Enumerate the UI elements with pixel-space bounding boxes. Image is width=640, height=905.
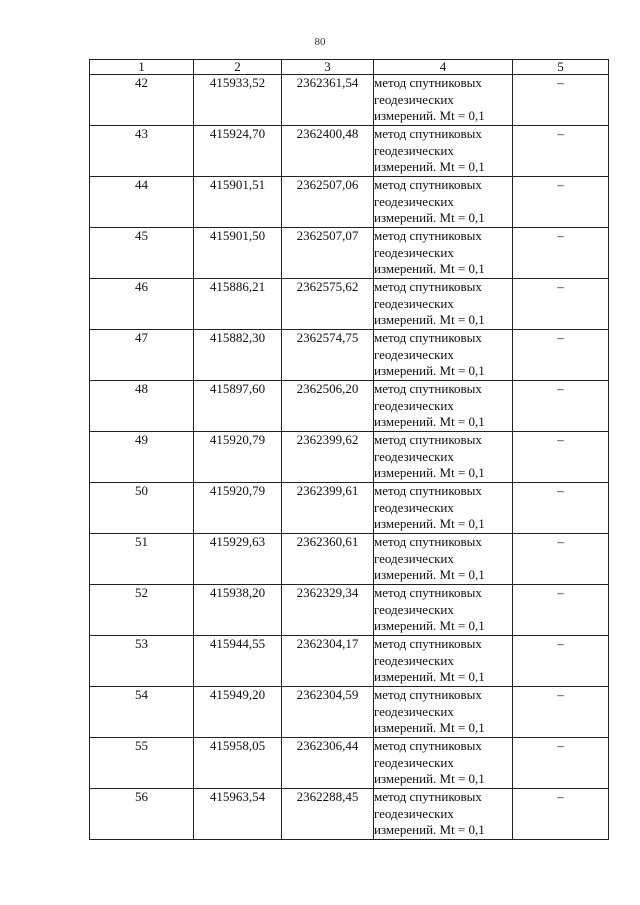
column-header-3: 3 <box>282 60 374 75</box>
y-coordinate-cell: 2362400,48 <box>282 126 374 177</box>
method-line: геодезических <box>374 652 454 668</box>
method-line: метод спутниковых <box>374 789 482 804</box>
method-cell <box>374 534 513 585</box>
x-coordinate-cell: 415929,63 <box>194 534 282 585</box>
method-line: метод спутниковых <box>374 483 482 498</box>
point-number-cell: 49 <box>90 432 194 483</box>
table-row <box>90 330 609 381</box>
table-row <box>90 177 609 228</box>
method-line: геодезических <box>374 397 454 413</box>
point-number-cell: 43 <box>90 126 194 177</box>
method-line: измерений. Mt = 0,1 <box>374 516 485 531</box>
x-coordinate-cell: 415958,05 <box>194 738 282 789</box>
method-cell <box>374 432 513 483</box>
method-cell <box>374 330 513 381</box>
table-row <box>90 636 609 687</box>
method-line: измерений. Mt = 0,1 <box>374 822 485 837</box>
point-number-cell: 46 <box>90 279 194 330</box>
column-header-4: 4 <box>374 60 513 75</box>
method-line: метод спутниковых <box>374 585 482 600</box>
y-coordinate-cell: 2362575,62 <box>282 279 374 330</box>
method-line: геодезических <box>374 244 454 260</box>
method-line: метод спутниковых <box>374 126 482 141</box>
x-coordinate-cell: 415920,79 <box>194 483 282 534</box>
coordinates-table <box>89 59 609 840</box>
x-coordinate-cell: 415944,55 <box>194 636 282 687</box>
column-header-2: 2 <box>194 60 282 75</box>
method-line: измерений. Mt = 0,1 <box>374 669 485 684</box>
table-row <box>90 534 609 585</box>
point-number-cell: 44 <box>90 177 194 228</box>
column-5-cell: – <box>513 432 609 483</box>
method-line: геодезических <box>374 91 454 107</box>
x-coordinate-cell: 415924,70 <box>194 126 282 177</box>
point-number-cell: 47 <box>90 330 194 381</box>
method-line: измерений. Mt = 0,1 <box>374 159 485 174</box>
method-cell <box>374 585 513 636</box>
method-line: геодезических <box>374 346 454 362</box>
method-line: метод спутниковых <box>374 738 482 753</box>
y-coordinate-cell: 2362304,59 <box>282 687 374 738</box>
method-cell <box>374 483 513 534</box>
method-line: геодезических <box>374 448 454 464</box>
method-line: метод спутниковых <box>374 228 482 243</box>
y-coordinate-cell: 2362306,44 <box>282 738 374 789</box>
method-line: метод спутниковых <box>374 279 482 294</box>
x-coordinate-cell: 415897,60 <box>194 381 282 432</box>
method-line: метод спутниковых <box>374 75 482 90</box>
x-coordinate-cell: 415963,54 <box>194 789 282 840</box>
column-5-cell: – <box>513 75 609 126</box>
y-coordinate-cell: 2362304,17 <box>282 636 374 687</box>
x-coordinate-cell: 415901,50 <box>194 228 282 279</box>
y-coordinate-cell: 2362399,62 <box>282 432 374 483</box>
column-5-cell: – <box>513 381 609 432</box>
method-line: геодезических <box>374 295 454 311</box>
x-coordinate-cell: 415938,20 <box>194 585 282 636</box>
x-coordinate-cell: 415901,51 <box>194 177 282 228</box>
method-line: метод спутниковых <box>374 381 482 396</box>
x-coordinate-cell: 415920,79 <box>194 432 282 483</box>
method-line: метод спутниковых <box>374 636 482 651</box>
point-number-cell: 56 <box>90 789 194 840</box>
point-number-cell: 52 <box>90 585 194 636</box>
method-cell <box>374 228 513 279</box>
column-5-cell: – <box>513 534 609 585</box>
column-5-cell: – <box>513 585 609 636</box>
table-header-row <box>90 60 609 75</box>
table-row <box>90 585 609 636</box>
column-header-1: 1 <box>90 60 194 75</box>
y-coordinate-cell: 2362329,34 <box>282 585 374 636</box>
column-5-cell: – <box>513 279 609 330</box>
x-coordinate-cell: 415949,20 <box>194 687 282 738</box>
column-header-5: 5 <box>513 60 609 75</box>
y-coordinate-cell: 2362360,61 <box>282 534 374 585</box>
method-line: метод спутниковых <box>374 432 482 447</box>
table-row <box>90 279 609 330</box>
point-number-cell: 42 <box>90 75 194 126</box>
method-line: метод спутниковых <box>374 534 482 549</box>
method-line: геодезических <box>374 193 454 209</box>
method-line: геодезических <box>374 805 454 821</box>
column-5-cell: – <box>513 177 609 228</box>
column-5-cell: – <box>513 687 609 738</box>
point-number-cell: 48 <box>90 381 194 432</box>
y-coordinate-cell: 2362506,20 <box>282 381 374 432</box>
method-line: измерений. Mt = 0,1 <box>374 210 485 225</box>
y-coordinate-cell: 2362361,54 <box>282 75 374 126</box>
method-line: измерений. Mt = 0,1 <box>374 567 485 582</box>
y-coordinate-cell: 2362507,06 <box>282 177 374 228</box>
method-cell <box>374 279 513 330</box>
method-line: измерений. Mt = 0,1 <box>374 771 485 786</box>
point-number-cell: 55 <box>90 738 194 789</box>
method-line: измерений. Mt = 0,1 <box>374 261 485 276</box>
method-cell <box>374 738 513 789</box>
method-line: измерений. Mt = 0,1 <box>374 720 485 735</box>
table-row <box>90 687 609 738</box>
column-5-cell: – <box>513 789 609 840</box>
table-row <box>90 483 609 534</box>
table-row <box>90 75 609 126</box>
y-coordinate-cell: 2362574,75 <box>282 330 374 381</box>
method-line: измерений. Mt = 0,1 <box>374 618 485 633</box>
y-coordinate-cell: 2362288,45 <box>282 789 374 840</box>
method-line: метод спутниковых <box>374 687 482 702</box>
table-row <box>90 126 609 177</box>
page-number: 80 <box>314 36 326 48</box>
point-number-cell: 53 <box>90 636 194 687</box>
table-row <box>90 789 609 840</box>
method-line: геодезических <box>374 601 454 617</box>
method-line: геодезических <box>374 499 454 515</box>
y-coordinate-cell: 2362507,07 <box>282 228 374 279</box>
method-line: геодезических <box>374 754 454 770</box>
column-5-cell: – <box>513 330 609 381</box>
point-number-cell: 50 <box>90 483 194 534</box>
column-5-cell: – <box>513 126 609 177</box>
table-row <box>90 738 609 789</box>
method-line: метод спутниковых <box>374 177 482 192</box>
method-line: измерений. Mt = 0,1 <box>374 312 485 327</box>
column-5-cell: – <box>513 228 609 279</box>
x-coordinate-cell: 415933,52 <box>194 75 282 126</box>
method-line: измерений. Mt = 0,1 <box>374 465 485 480</box>
method-line: измерений. Mt = 0,1 <box>374 414 485 429</box>
column-5-cell: – <box>513 636 609 687</box>
method-line: геодезических <box>374 142 454 158</box>
x-coordinate-cell: 415882,30 <box>194 330 282 381</box>
method-line: геодезических <box>374 703 454 719</box>
column-5-cell: – <box>513 738 609 789</box>
point-number-cell: 45 <box>90 228 194 279</box>
method-line: измерений. Mt = 0,1 <box>374 108 485 123</box>
x-coordinate-cell: 415886,21 <box>194 279 282 330</box>
point-number-cell: 51 <box>90 534 194 585</box>
method-cell <box>374 177 513 228</box>
method-cell <box>374 636 513 687</box>
method-cell <box>374 687 513 738</box>
table-row <box>90 432 609 483</box>
method-cell <box>374 75 513 126</box>
method-cell <box>374 126 513 177</box>
method-line: измерений. Mt = 0,1 <box>374 363 485 378</box>
table-row <box>90 228 609 279</box>
table-row <box>90 381 609 432</box>
point-number-cell: 54 <box>90 687 194 738</box>
method-line: метод спутниковых <box>374 330 482 345</box>
table-body <box>90 75 609 840</box>
method-cell <box>374 789 513 840</box>
method-line: геодезических <box>374 550 454 566</box>
method-cell <box>374 381 513 432</box>
column-5-cell: – <box>513 483 609 534</box>
y-coordinate-cell: 2362399,61 <box>282 483 374 534</box>
